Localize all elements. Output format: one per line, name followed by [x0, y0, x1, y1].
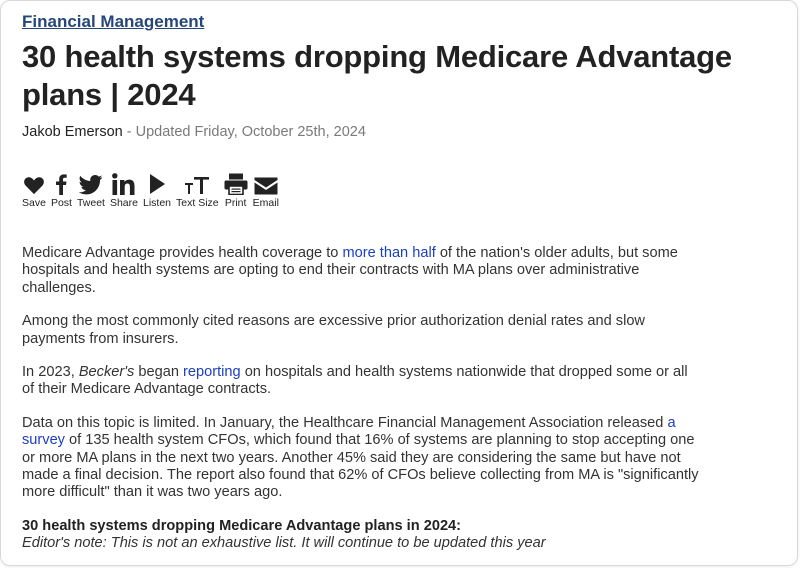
tweet-button[interactable] [77, 171, 105, 211]
category-link[interactable]: Financial Management [22, 12, 205, 31]
listen-label: Listen [143, 197, 172, 209]
email-button[interactable] [253, 171, 279, 211]
byline [22, 123, 782, 141]
article-body [22, 245, 702, 553]
envelope-icon [254, 177, 278, 195]
save-button[interactable] [22, 171, 46, 211]
article-title: 30 health systems dropping Medicare Advantage plans | 2024 [22, 39, 732, 112]
paragraph-4: Data on this topic is limited. In January, the Healthcare Financial Management Association released a survey of 135 health system CFOs, which found that 16% of systems are planning to stop accepting one or more MA plans in the next two years. Another 45% said they are considering the same but have not made a final decision. The report also found that 62% of CFOs believe collecting from MA is "significantly more difficult" than it was two years ago. [22, 414, 699, 501]
post-button[interactable] [51, 171, 72, 211]
facebook-icon [54, 173, 68, 195]
email-label: Email [252, 197, 279, 209]
listen-button[interactable] [143, 171, 171, 211]
list-heading: 30 health systems dropping Medicare Advantage plans in 2024: [22, 517, 462, 534]
paragraph-3: In 2023, Becker's began reporting on hospitals and health systems nationwide that dropped some or all of their Medicare Advantage contracts. [22, 364, 688, 398]
author-name: Jakob Emerson [22, 124, 123, 140]
play-icon [147, 173, 167, 195]
publication-name: Becker's [78, 364, 135, 381]
linkedin-icon [112, 173, 136, 195]
text-size-label: Text Size [176, 197, 219, 209]
printer-icon [224, 173, 248, 195]
editor-note: Editor's note: This is not an exhaustive list. It will continue to be updated this year [22, 535, 546, 552]
byline-separator: - [122, 124, 136, 140]
text-size-icon [184, 175, 210, 195]
publish-date: Updated Friday, October 25th, 2024 [135, 124, 366, 140]
text-size-button[interactable] [176, 171, 219, 211]
paragraph-1: Medicare Advantage provides health coverage to more than half of the nation's older adults, but some hospitals and health systems are opting to end their contracts with MA plans over administrative challenges. [22, 245, 678, 296]
more-than-half-link[interactable]: more than half [342, 245, 436, 261]
save-label: Save [22, 197, 46, 209]
paragraph-2: Among the most commonly cited reasons are excessive prior authorization denial rates and slow payments from insurers. [22, 313, 645, 347]
share-button[interactable] [110, 171, 138, 211]
share-label: Share [109, 197, 138, 209]
share-toolbar [22, 171, 782, 211]
twitter-icon [79, 175, 103, 195]
heart-icon [23, 175, 45, 195]
reporting-link[interactable]: reporting [183, 364, 241, 381]
survey-link[interactable]: a survey [22, 414, 676, 449]
post-label: Post [50, 197, 72, 209]
tweet-label: Tweet [76, 197, 105, 209]
print-button[interactable] [224, 171, 248, 211]
article-content [22, 12, 782, 553]
print-label: Print [224, 197, 247, 209]
